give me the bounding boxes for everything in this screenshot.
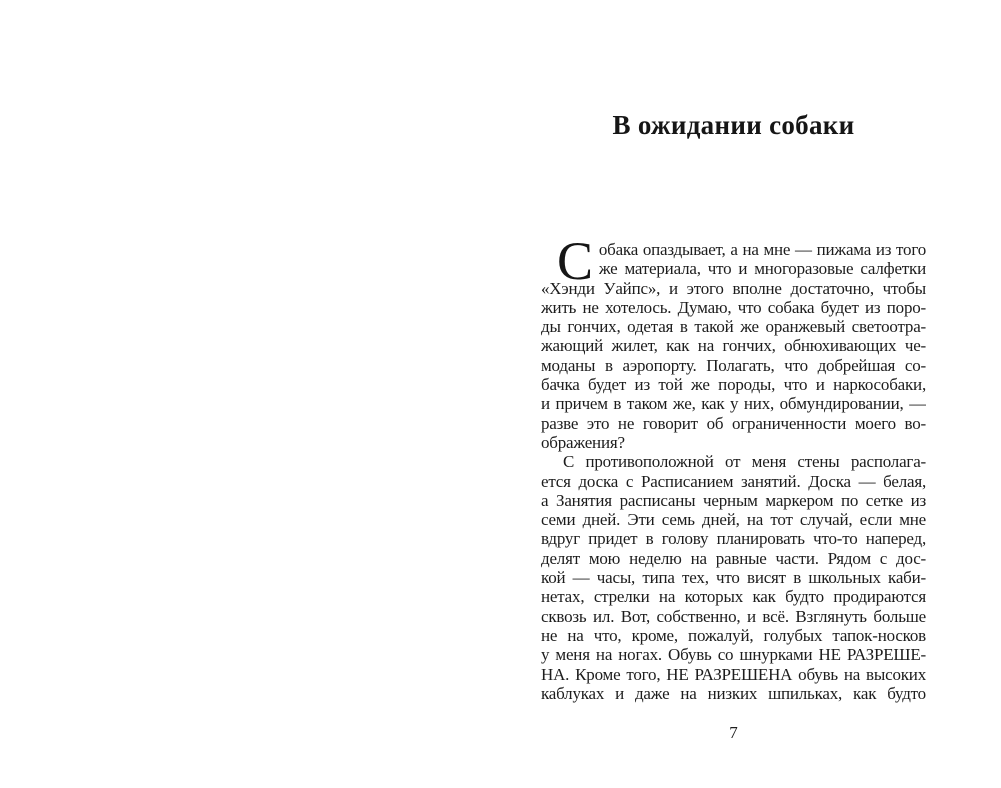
text-line: не на что, кроме, пожалуй, голубых тапок-носков (541, 625, 926, 645)
text-line: ется доска с Расписанием занятий. Доска — белая, (541, 471, 926, 491)
text-line: же материала, что и многоразовые салфетки (598, 259, 926, 279)
body-text (541, 231, 926, 703)
chapter-title: В ожидании собаки (612, 110, 855, 140)
text-line: С противоположной от меня стены располага- (563, 452, 926, 472)
text-line: ображения? (541, 432, 625, 452)
text-line: бачка будет из той же породы, что и наркособаки, (541, 375, 926, 395)
text-line: нетах, стрелки на которых как будто продираются (541, 587, 926, 607)
page-number: 7 (729, 723, 738, 743)
text-line: делят мою неделю на равные части. Рядом с дос- (541, 548, 926, 568)
drop-cap: С (557, 231, 593, 291)
text-line: моданы в аэропорту. Полагать, что добрейшая со- (541, 355, 926, 375)
text-line: у меня на ногах. Обувь со шнурками НЕ РАЗРЕШЕ- (541, 645, 926, 665)
text-line: НА. Кроме того, НЕ РАЗРЕШЕНА обувь на высоких (541, 664, 926, 684)
text-line: сквозь ил. Вот, собственно, и всё. Взглянуть больше (541, 606, 926, 626)
text-line: жить не хотелось. Думаю, что собака будет из поро- (541, 297, 926, 317)
paragraph (541, 452, 926, 703)
text-line: каблуках и даже на низких шпильках, как будто (541, 683, 926, 703)
text-line: «Хэнди Уайпс», и этого вполне достаточно, чтобы (541, 278, 926, 298)
text-line: разве это не говорит об ограниченности моего во- (541, 413, 926, 433)
text-line: кой — часы, типа тех, что висят в школьных каби- (541, 568, 926, 588)
text-line: вдруг придет в голову планировать что-то наперед, (541, 529, 926, 549)
text-column (541, 110, 926, 743)
paragraph (541, 231, 926, 452)
text-line: и причем в таком же, как у них, обмундировании, — (541, 394, 926, 414)
text-line: ды гончих, одетая в такой же оранжевый светоотра- (541, 317, 926, 337)
text-line: а Занятия расписаны черным маркером по сетке из (541, 490, 926, 510)
text-line: семи дней. Эти семь дней, на тот случай, если мне (541, 510, 926, 530)
text-line: жающий жилет, как на гончих, обнюхивающих че- (541, 336, 926, 356)
text-line: обака опаздывает, а на мне — пижама из того (598, 240, 926, 259)
